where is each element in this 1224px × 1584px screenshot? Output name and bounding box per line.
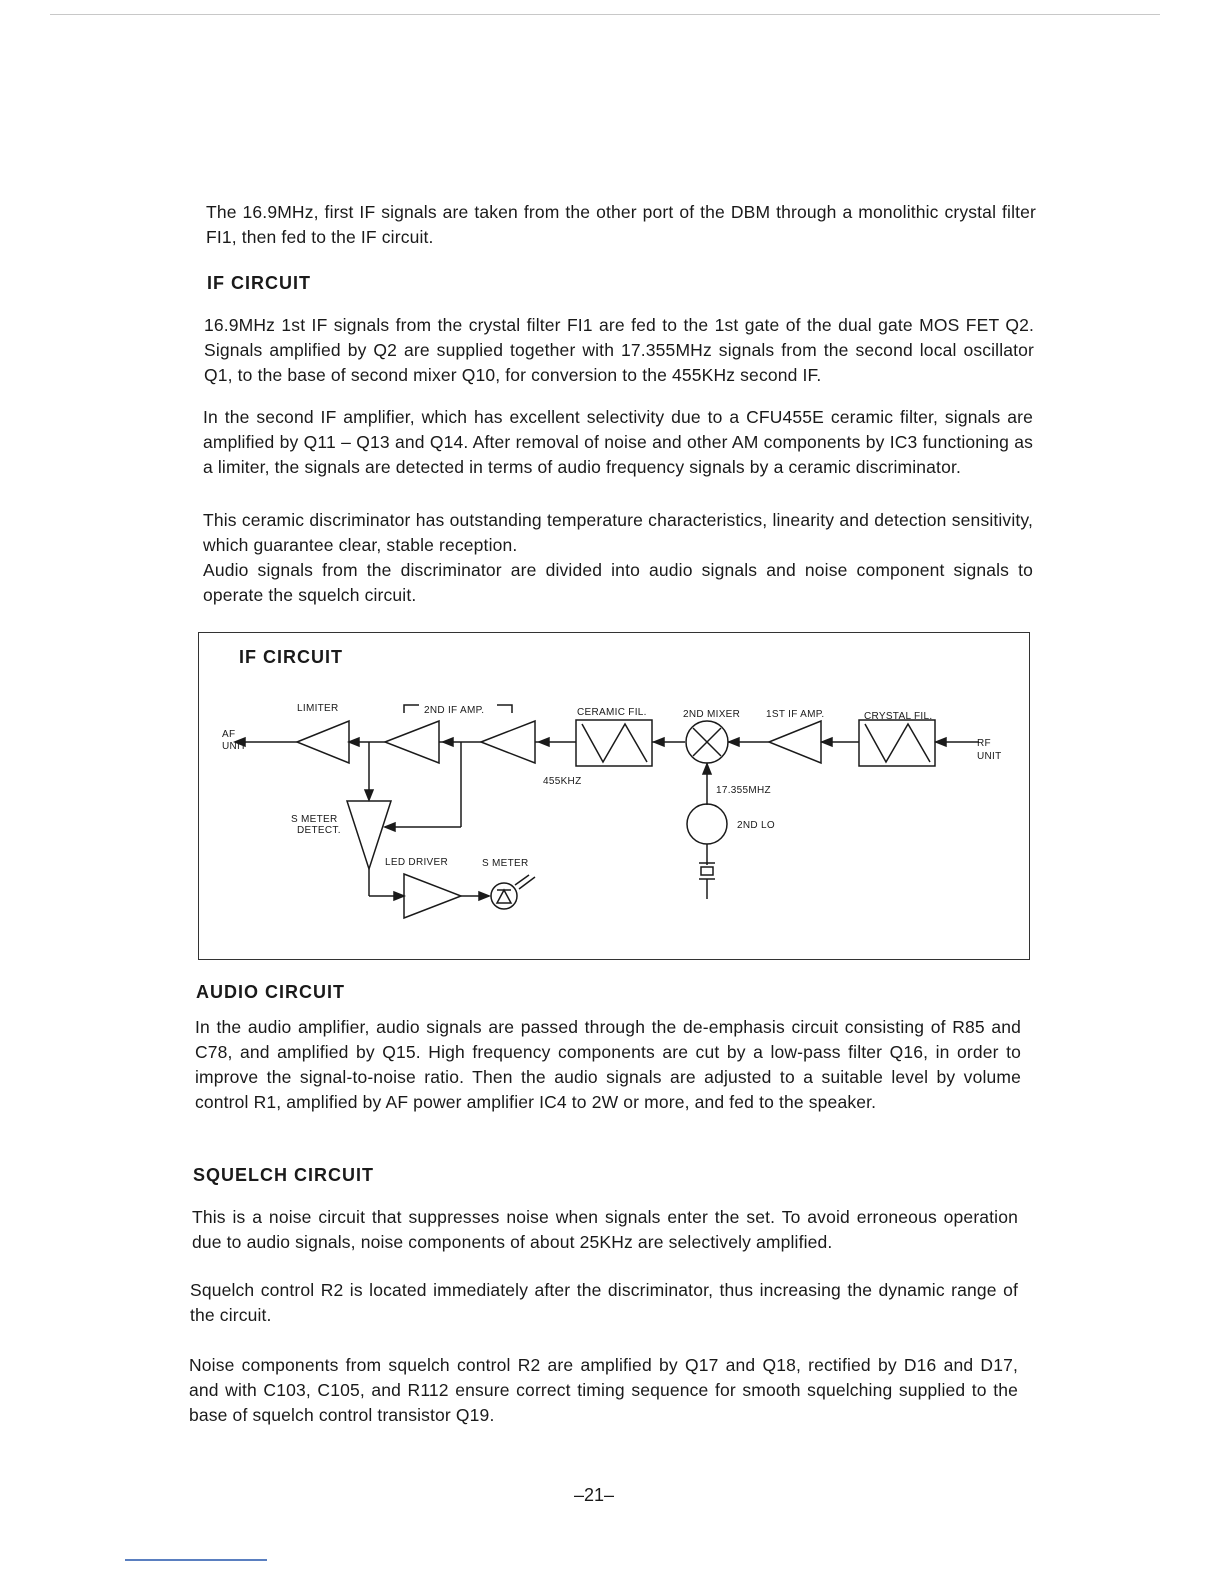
if-paragraph-3: This ceramic discriminator has outstanding temperature characteristics, linearity and detection sensitivity, which guarantee clear, stable reception. [203,510,1033,555]
crystal-filter-wave [865,724,930,762]
arrow-into-first-if [822,738,832,746]
label-455khz: 455KHZ [543,776,582,787]
top-scan-rule [50,14,1160,15]
led-light-ray-2 [519,877,535,889]
if-amp-bracket-left [404,705,419,713]
label-s-meter-detect-1: S METER [291,814,338,825]
label-crystal-fil: CRYSTAL FIL. [864,711,933,722]
squelch-paragraph-1: This is a noise circuit that suppresses noise when signals enter the set. To avoid erroneous operation due to audio signals, noise components of about 25KHz are selectively amplified. [192,1207,1018,1252]
arrow-into-limiter [349,738,359,746]
second-if-amp-1-symbol [385,721,439,763]
if-paragraph-2: In the second IF amplifier, which has excellent selectivity due to a CFU455E ceramic filter, signals are amplified by Q11 – Q13 and Q14. After removal of noise and other AM components by IC3 functioning as a limiter, the signals are detected in terms of audio frequency signals by a ceramic discriminator. [203,407,1033,477]
if-paragraph-1: 16.9MHz 1st IF signals from the crystal filter FI1 are fed to the 1st gate of the dual gate MOS FET Q2. Signals amplified by Q2 are supplied together with 17.355MHz signals from the second local oscillator Q1, to the base of second mixer Q10, for conversion to the 455KHz second IF. [204,315,1034,385]
s-meter-led-symbol [491,883,517,909]
led-driver-in-arrow [394,892,404,900]
if-circuit-diagram [198,632,1030,960]
block-diagram-svg [199,633,1029,959]
label-rf-unit: UNIT [977,751,1002,762]
label-ceramic-fil: CERAMIC FIL. [577,707,647,718]
led-diode-triangle [497,890,511,903]
label-rf: RF [977,738,991,749]
led-feed-arrow [479,892,489,900]
arrow-into-amp1 [443,738,453,746]
arrow-into-amp2 [539,738,549,746]
diagram-title: IF CIRCUIT [239,647,343,667]
label-second-lo: 2ND LO [737,820,775,831]
s-meter-branch-arrow [365,790,373,800]
audio-circuit-heading: AUDIO CIRCUIT [196,982,345,1002]
if-paragraph-4: Audio signals from the discriminator are divided into audio signals and noise component signals to operate the squelch circuit. [203,560,1033,605]
audio-paragraph: In the audio amplifier, audio signals are passed through the de-emphasis circuit consisting of R85 and C78, and amplified by Q15. High frequency components are cut by a low-pass filter Q16, in order to improve the signal-to-noise ratio. Then the audio signals are adjusted to a suitable level by volume control R1, amplified by AF power amplifier IC4 to 2W or more, and fed to the speaker. [195,1017,1021,1112]
squelch-paragraph-2: Squelch control R2 is located immediately after the discriminator, thus increasing the dynamic range of the circuit. [190,1280,1018,1325]
if-amp-bracket-right [497,705,512,713]
ceramic-filter-wave [582,724,647,762]
label-af-unit: UNIT [222,741,247,752]
squelch-circuit-heading: SQUELCH CIRCUIT [193,1165,374,1185]
xtal-body [701,867,713,875]
first-if-amp-symbol [769,721,821,763]
label-s-meter-detect-2: DETECT. [297,825,341,836]
intro-paragraph: The 16.9MHz, first IF signals are taken from the other port of the DBM through a monolithic crystal filter FI1, then fed to the IF circuit. [206,202,1036,247]
label-led-driver: LED DRIVER [385,857,449,868]
label-second-if-amp: 2ND IF AMP. [424,705,485,716]
label-s-meter: S METER [482,858,529,869]
lo-feed-arrow [703,764,711,774]
label-limiter: LIMITER [297,703,339,714]
page-number: –21– [574,1485,615,1505]
led-driver-symbol [404,874,461,918]
limiter-symbol [297,721,349,763]
label-17355mhz: 17.355MHZ [716,785,771,796]
arrow-into-mixer [729,738,739,746]
detect-feed-arrow [385,823,395,831]
squelch-paragraph-3: Noise components from squelch control R2 are amplified by Q17 and Q18, rectified by D16 and D17, and with C103, C105, and R112 ensure correct timing sequence for smooth squelching supplied to the base of squelch control transistor Q19. [189,1355,1018,1425]
bottom-link-rule [125,1559,267,1561]
second-if-amp-2-symbol [481,721,535,763]
label-second-mixer: 2ND MIXER [683,709,741,720]
if-circuit-heading: IF CIRCUIT [207,273,311,293]
second-lo-symbol [687,804,727,844]
label-af: AF [222,729,236,740]
arrow-into-ceramic [654,738,664,746]
arrow-into-crystal [936,738,946,746]
label-first-if-amp: 1ST IF AMP. [766,709,825,720]
